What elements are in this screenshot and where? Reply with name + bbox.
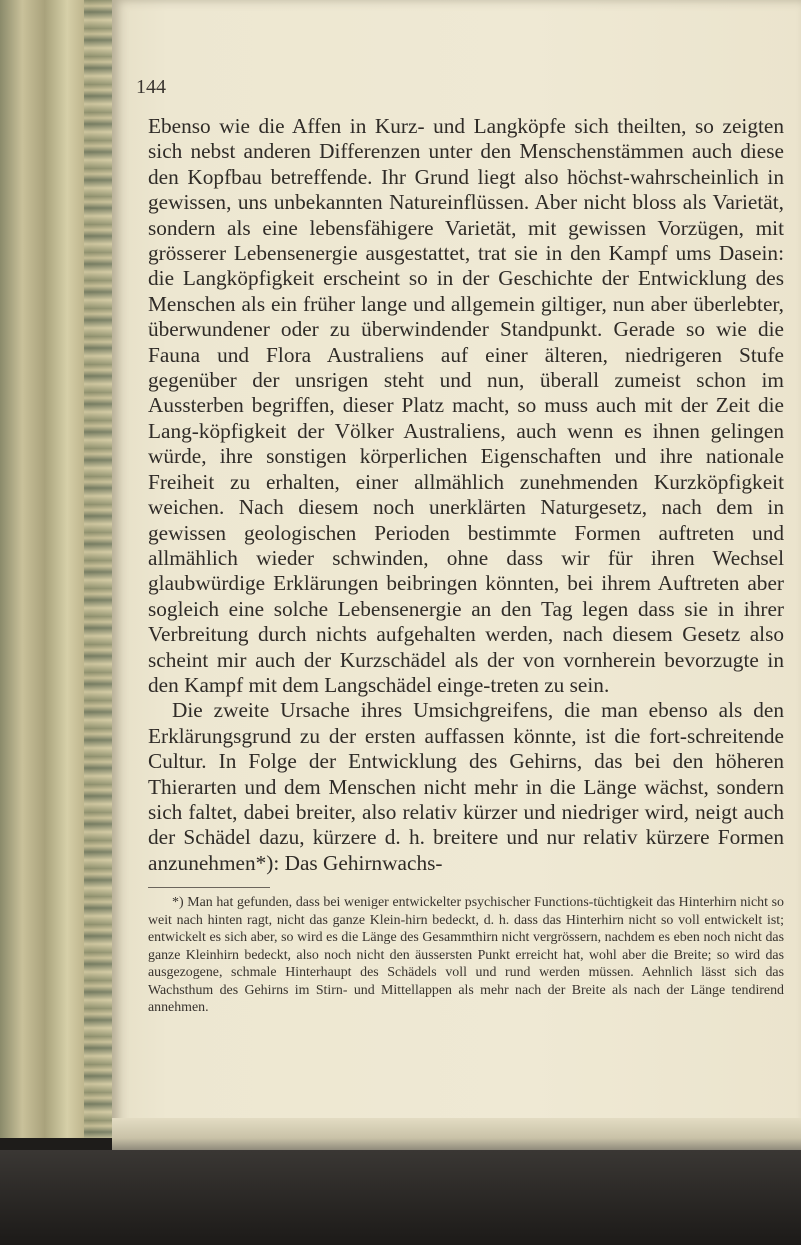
paragraph-2: Die zweite Ursache ihres Umsichgreifens, die man ebenso als den Erklärungsgrund zu der ersten auffassen könnte, ist die fort-schreitende Cultur. In Folge der Entwicklung des Gehirns, das bei den höheren Thierarten und dem Menschen nicht mehr in die Länge wächst, sondern sich faltet, dabei breiter, also relativ kürzer und niedriger wird, neigt auch der Schädel dazu, kürzere d. h. breitere und nur relativ kürzere Formen anzunehmen*): Das Gehirnwachs- <box>148 698 784 875</box>
marbled-edge <box>84 0 114 1138</box>
background-surface <box>0 1150 801 1245</box>
footnote-divider <box>148 887 270 888</box>
main-text <box>148 114 784 1017</box>
page-number: 144 <box>136 76 166 98</box>
footnote: *) Man hat gefunden, dass bei weniger entwickelter psychischer Functions-tüchtigkeit das Hinterhirn nicht so weit nach hinten ragt, nicht das ganze Klein-hirn bedeckt, d. h. dass das Hinterhirn nicht so voll entwickelt ist; entwickelt es sich aber, so wird es die Länge des Gesammthirn nicht vergrössern, nachdem es eben noch nicht das ganze Kleinhirn bedeckt, also noch nicht den äussersten Punkt erreicht hat, wohl aber die Breite; so wird das ausgezogene, schmale Hinterhaupt des Schädels voll und rund werden müssen. Aehnlich lässt sich das Wachsthum des Gehirns im Stirn- und Mittellappen als mehr nach der Breite als nach der Länge tendirend annehmen. <box>148 895 784 1016</box>
paragraph-1: Ebenso wie die Affen in Kurz- und Langköpfe sich theilten, so zeigten sich nebst anderen Differenzen unter den Menschenstämmen auch diese den Kopfbau betreffende. Ihr Grund liegt also höchst-wahrscheinlich in gewissen, uns unbekannten Natureinflüssen. Aber nicht bloss als Varietät, sondern als eine lebensfähigere Varietät, mit gewissen Vorzügen, mit grösserer Lebensenergie ausgestattet, trat sie in den Kampf ums Dasein: die Langköpfigkeit erscheint so in der Geschichte der Entwicklung des Menschen als ein früher lange und allgemein giltiger, nun aber überlebter, überwundener oder zu überwindender Standpunkt. Gerade so wie die Fauna und Flora Australiens auf einer älteren, niedrigeren Stufe gegenüber der unsrigen steht und nun, überall zumeist schon im Aussterben begriffen, dieser Platz macht, so muss auch mit der Zeit die Lang-köpfigkeit der Völker Australiens, auch wenn es ihnen gelingen würde, ihre sonstigen körperlichen Eigenschaften und ihre nationale Freiheit zu erhalten, einer allmählich zunehmenden Kurzköpfigkeit weichen. Nach diesem noch unerklärten Naturgesetz, nach dem in gewissen geologischen Perioden bestimmte Formen auftreten und allmählich wieder schwinden, ohne dass wir für ihren Wechsel glaubwürdige Erklärungen beibringen könnten, bei ihrem Auftreten aber sogleich eine solche Lebensenergie an den Tag legen dass sie in ihrer Verbreitung durch nichts aufgehalten werden, nach diesem Gesetz also scheint mir auch der Kurzschädel als der von vornherein bevorzugte in den Kampf mit dem Langschädel einge-treten zu sein. <box>148 114 784 697</box>
